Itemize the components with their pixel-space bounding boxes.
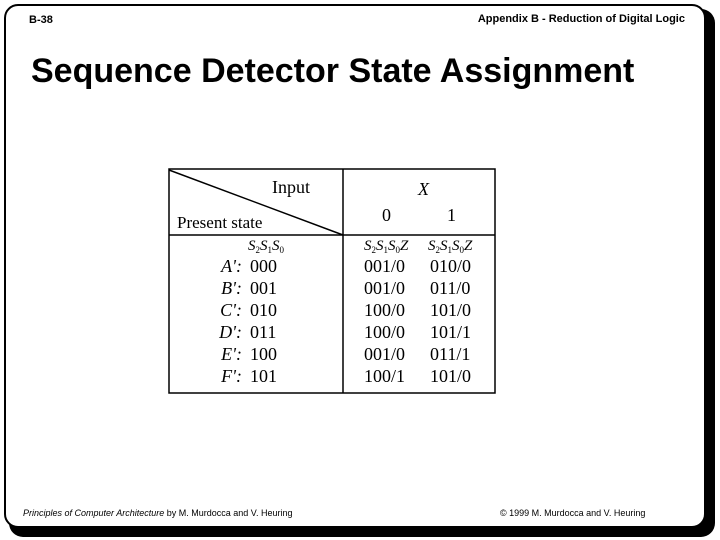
subheader-s2s1s0z-0: $S_2S_1S_0Z$: [364, 238, 409, 255]
state-code: 101: [250, 366, 277, 386]
next-state-x1: 011/0: [430, 278, 471, 298]
next-state-x0: 001/0: [364, 278, 406, 298]
next-state-x1: 101/1: [430, 322, 472, 342]
state-label: F':: [221, 366, 242, 386]
next-state-x0: 100/0: [364, 300, 406, 320]
table-row: [168, 344, 496, 366]
table-row: [168, 300, 496, 322]
table-row: [168, 256, 496, 278]
next-state-x1: 010/0: [430, 256, 472, 276]
state-label: A':: [221, 256, 242, 276]
slide-title: Sequence Detector State Assignment: [31, 52, 635, 90]
next-state-x0: 100/0: [364, 322, 406, 342]
state-code: 011: [250, 322, 277, 342]
next-state-x0: 001/0: [364, 256, 406, 276]
state-label: D':: [219, 322, 242, 342]
table-row: [168, 366, 496, 388]
header-present-state-label: Present state: [177, 213, 263, 232]
footer-citation: [23, 508, 292, 518]
state-code: 100: [250, 344, 277, 364]
state-assignment-table: [168, 168, 496, 394]
section-header: Appendix B - Reduction of Digital Logic: [477, 13, 685, 25]
subheader-s2s1s0z-1: $S_2S_1S_0Z$: [428, 238, 473, 255]
state-code: 001: [250, 278, 277, 298]
footer-book-title: Principles of Computer Architecture: [23, 508, 165, 518]
table-row: [168, 322, 496, 344]
subheader-s2s1s0: $S_2S_1S_0$: [248, 238, 284, 255]
state-code: 000: [250, 256, 277, 276]
next-state-x1: 101/0: [430, 366, 472, 386]
header-input-label: Input: [272, 177, 310, 197]
state-label: B':: [221, 278, 242, 298]
next-state-x0: 100/1: [364, 366, 406, 386]
next-state-x1: 011/1: [430, 344, 471, 364]
next-state-x0: 001/0: [364, 344, 406, 364]
footer-copyright: © 1999 M. Murdocca and V. Heuring: [500, 508, 646, 518]
next-state-x1: 101/0: [430, 300, 472, 320]
header-x-label: X: [418, 179, 429, 199]
footer-authors: by M. Murdocca and V. Heuring: [164, 508, 293, 518]
column-1-label: 1: [447, 205, 456, 225]
state-code: 010: [250, 300, 277, 320]
slide-number: B-38: [29, 14, 53, 26]
state-label: C':: [220, 300, 242, 320]
state-label: E':: [221, 344, 242, 364]
column-0-label: 0: [382, 205, 391, 225]
table-row: [168, 278, 496, 300]
